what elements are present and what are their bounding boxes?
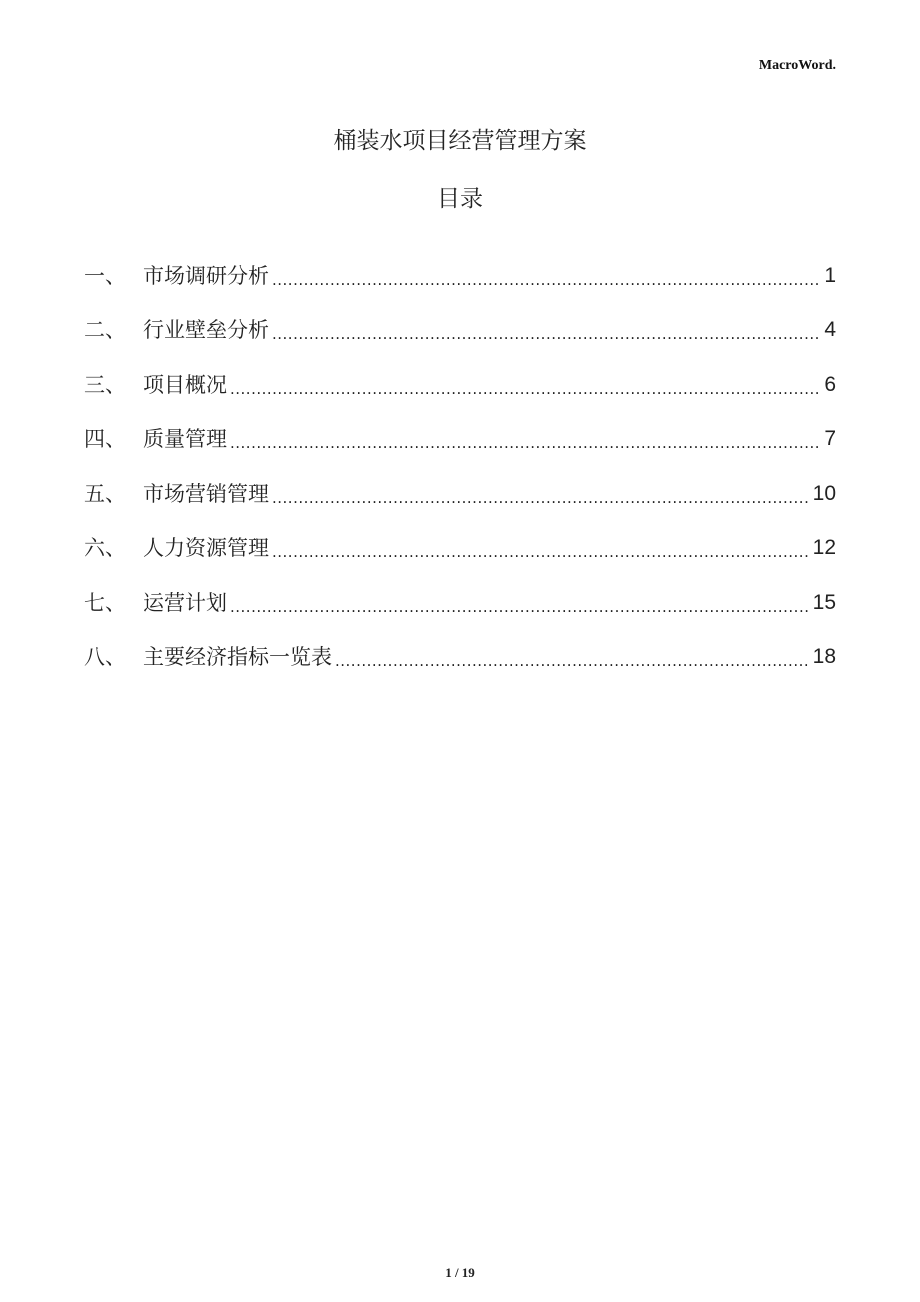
toc-number: 二、 — [84, 318, 126, 342]
toc-leader — [230, 378, 821, 400]
toc-page: 18 — [812, 645, 836, 668]
toc-leader — [272, 487, 810, 509]
toc-number: 七、 — [84, 590, 126, 615]
toc-number: 八、 — [84, 645, 126, 669]
toc-label: 行业壁垒分析 — [143, 318, 269, 342]
toc-leader — [335, 650, 810, 672]
toc-entry[interactable] — [84, 563, 836, 618]
toc-number: 四、 — [84, 427, 126, 451]
toc-number: 五、 — [84, 481, 126, 506]
toc-leader — [272, 541, 810, 563]
toc-page: 12 — [812, 536, 836, 559]
page-indicator: 1 / 19 — [445, 1265, 475, 1280]
toc-entry[interactable] — [84, 454, 836, 509]
toc-entry[interactable] — [84, 345, 836, 400]
toc-label: 项目概况 — [143, 372, 227, 397]
toc-number: 六、 — [84, 536, 126, 560]
toc-entry[interactable] — [84, 291, 836, 346]
toc-label: 运营计划 — [143, 590, 227, 615]
toc-entry[interactable] — [84, 618, 836, 673]
toc-number: 三、 — [84, 372, 126, 397]
toc-entry[interactable] — [84, 400, 836, 455]
toc-label: 市场营销管理 — [143, 481, 269, 506]
toc-leader — [272, 269, 821, 291]
toc-leader — [272, 323, 821, 345]
toc-label: 市场调研分析 — [143, 263, 269, 288]
toc-leader — [230, 596, 810, 618]
toc-page: 4 — [824, 318, 836, 341]
header-brand: MacroWord. — [758, 58, 836, 73]
document-title: 桶装水项目经营管理方案 — [333, 128, 587, 154]
toc-leader — [230, 432, 821, 454]
toc-number: 一、 — [84, 263, 126, 288]
toc-page: 10 — [812, 481, 836, 505]
toc-page: 7 — [824, 427, 836, 450]
toc-label: 质量管理 — [143, 427, 227, 451]
toc-page: 6 — [824, 372, 836, 396]
toc-page: 1 — [824, 263, 836, 287]
toc-heading: 目录 — [437, 186, 483, 212]
toc-entry[interactable] — [84, 236, 836, 291]
toc-page: 15 — [812, 590, 836, 614]
toc-entry[interactable] — [84, 509, 836, 564]
table-of-contents — [84, 236, 836, 672]
toc-label: 主要经济指标一览表 — [143, 645, 332, 669]
toc-label: 人力资源管理 — [143, 536, 269, 560]
